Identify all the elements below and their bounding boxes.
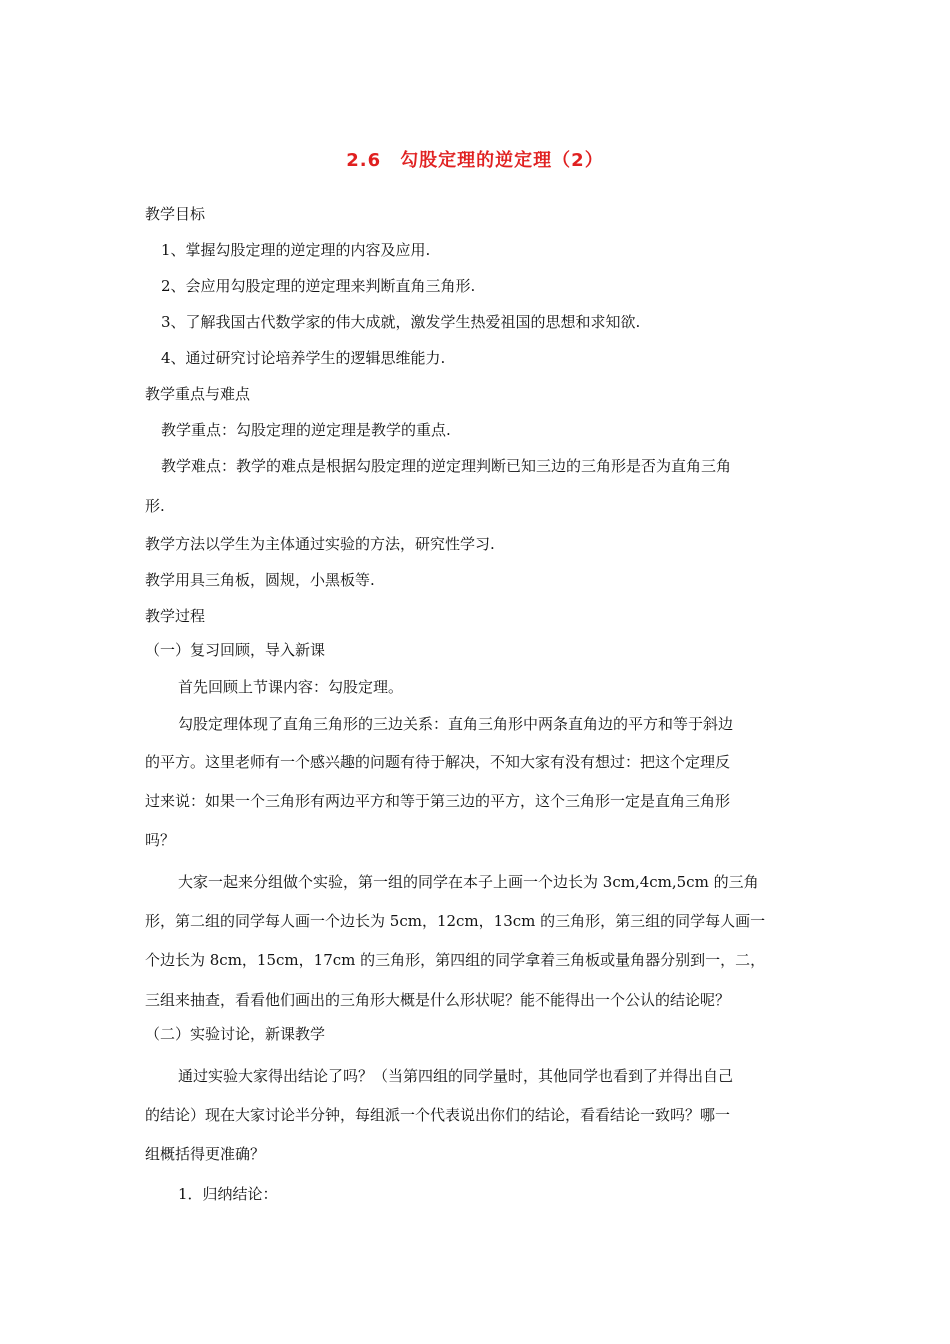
- tools-text: 教学用具三角板，圆规，小黑板等.: [145, 571, 375, 589]
- difficulty-text-cont: 形.: [145, 497, 165, 515]
- paragraph-line: 通过实验大家得出结论了吗？（当第四组的同学量时，其他同学也看到了并得出自己: [178, 1067, 734, 1085]
- objective-item: 2、会应用勾股定理的逆定理来判断直角三角形.: [161, 277, 476, 295]
- heading-objectives: 教学目标: [145, 205, 206, 223]
- paragraph-line: 的结论）现在大家讨论半分钟，每组派一个代表说出你们的结论，看看结论一致吗？哪一: [145, 1106, 731, 1124]
- objective-item: 3、了解我国古代数学家的伟大成就，激发学生热爱祖国的思想和求知欲.: [161, 313, 641, 331]
- paragraph-line: 过来说：如果一个三角形有两边平方和等于第三边的平方，这个三角形一定是直角三角形: [145, 792, 731, 810]
- subsection-heading: 1．归纳结论：: [178, 1185, 278, 1203]
- paragraph-line: 的平方。这里老师有一个感兴趣的问题有待于解决，不知大家有没有想过：把这个定理反: [145, 753, 731, 771]
- paragraph-line: 首先回顾上节课内容：勾股定理。: [178, 678, 404, 696]
- heading-process: 教学过程: [145, 607, 206, 625]
- document-title: 2.6 勾股定理的逆定理（2）: [346, 150, 604, 171]
- difficulty-text: 教学难点：教学的难点是根据勾股定理的逆定理判断已知三边的三角形是否为直角三角: [161, 457, 732, 475]
- section-heading: （二）实验讨论，新课教学: [145, 1025, 326, 1043]
- paragraph-line: 形，第二组的同学每人画一个边长为 5cm，12cm，13cm 的三角形，第三组的同学每人画一: [145, 912, 766, 930]
- key-point-text: 教学重点：勾股定理的逆定理是教学的重点.: [161, 421, 451, 439]
- paragraph-line: 三组来抽查，看看他们画出的三角形大概是什么形状呢？能不能得出一个公认的结论呢？: [145, 991, 731, 1009]
- paragraph-line: 大家一起来分组做个实验，第一组的同学在本子上画一个边长为 3cm,4cm,5cm 的三角: [178, 873, 759, 891]
- objective-item: 1、掌握勾股定理的逆定理的内容及应用.: [161, 241, 431, 259]
- paragraph-line: 组概括得更准确？: [145, 1145, 266, 1163]
- paragraph-line: 个边长为 8cm，15cm，17cm 的三角形，第四组的同学拿着三角板或量角器分别到一，二，: [145, 951, 766, 969]
- objective-item: 4、通过研究讨论培养学生的逻辑思维能力.: [161, 349, 446, 367]
- paragraph-line: 吗？: [145, 831, 176, 849]
- paragraph-line: 勾股定理体现了直角三角形的三边关系：直角三角形中两条直角边的平方和等于斜边: [178, 715, 734, 733]
- heading-key-points: 教学重点与难点: [145, 385, 251, 403]
- section-heading: （一）复习回顾，导入新课: [145, 641, 326, 659]
- method-text: 教学方法以学生为主体通过实验的方法，研究性学习.: [145, 535, 495, 553]
